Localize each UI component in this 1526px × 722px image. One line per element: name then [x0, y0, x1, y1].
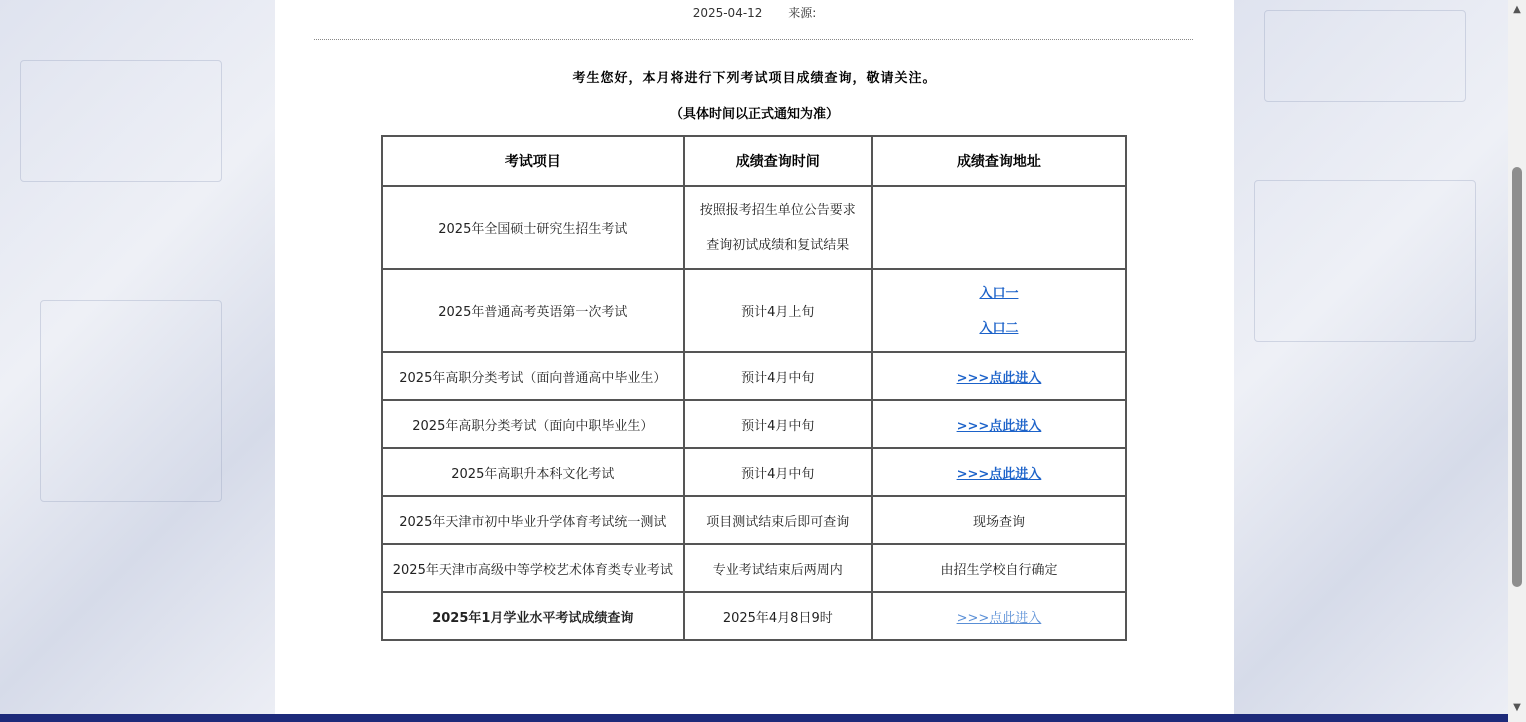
enter-link[interactable]: >>>点此进入 [956, 370, 1042, 386]
background-left [0, 0, 275, 714]
table-row [382, 269, 1126, 352]
table-header-row [382, 136, 1126, 186]
exam-cell: 2025年高职分类考试（面向中职毕业生） [382, 400, 684, 448]
time-cell: 项目测试结束后即可查询 [684, 496, 872, 544]
background-decoration [40, 300, 222, 502]
time-cell: 预计4月上旬 [684, 269, 872, 352]
time-cell: 2025年4月8日9时 [684, 592, 872, 640]
enter-link[interactable]: >>>点此进入 [956, 610, 1042, 626]
exam-cell: 2025年天津市初中毕业升学体育考试统一测试 [382, 496, 684, 544]
table-row [382, 186, 1126, 269]
exam-cell: 2025年全国硕士研究生招生考试 [382, 186, 684, 269]
table-row [382, 544, 1126, 592]
time-cell: 预计4月中旬 [684, 448, 872, 496]
enter-link[interactable]: >>>点此进入 [956, 466, 1042, 482]
exam-cell: 2025年天津市高级中等学校艺术体育类专业考试 [382, 544, 684, 592]
header-time: 成绩查询时间 [684, 136, 872, 186]
scroll-up-arrow-icon[interactable]: ▲ [1513, 4, 1521, 15]
entry-two-link[interactable]: 入口二 [979, 320, 1019, 336]
scrollbar-thumb[interactable] [1512, 167, 1522, 587]
article-date: 2025-04-12 [692, 6, 763, 20]
address-cell [872, 352, 1126, 400]
address-cell [872, 448, 1126, 496]
address-cell [872, 592, 1126, 640]
background-decoration [1264, 10, 1466, 102]
table-row [382, 448, 1126, 496]
background-right [1234, 0, 1508, 714]
header-address: 成绩查询地址 [872, 136, 1126, 186]
table-row [382, 352, 1126, 400]
scroll-down-arrow-icon[interactable]: ▼ [1513, 702, 1521, 713]
entry-one-link[interactable]: 入口一 [979, 285, 1019, 301]
address-cell [872, 400, 1126, 448]
time-line-1: 按照报考招生单位公告要求 [699, 202, 856, 218]
time-cell [684, 186, 872, 269]
time-cell: 预计4月中旬 [684, 352, 872, 400]
article-source-label: 来源: [788, 6, 817, 20]
exam-cell: 2025年1月学业水平考试成绩查询 [382, 592, 684, 640]
address-cell [872, 269, 1126, 352]
exam-cell: 2025年高职升本科文化考试 [382, 448, 684, 496]
address-cell: 现场查询 [872, 496, 1126, 544]
table-row [382, 592, 1126, 640]
exam-results-table [381, 135, 1127, 641]
exam-cell: 2025年高职分类考试（面向普通高中毕业生） [382, 352, 684, 400]
header-exam: 考试项目 [382, 136, 684, 186]
background-decoration [20, 60, 222, 182]
article-meta [275, 4, 1234, 21]
background-decoration [1254, 180, 1476, 342]
intro-line-2: （具体时间以正式通知为准） [669, 107, 839, 122]
footer-bar [0, 714, 1508, 722]
time-line-2: 查询初试成绩和复试结果 [706, 237, 850, 253]
table-row [382, 496, 1126, 544]
time-cell: 专业考试结束后两周内 [684, 544, 872, 592]
address-cell [872, 186, 1126, 269]
exam-cell: 2025年普通高考英语第一次考试 [382, 269, 684, 352]
address-cell: 由招生学校自行确定 [872, 544, 1126, 592]
meta-divider [314, 39, 1193, 40]
vertical-scrollbar[interactable] [1508, 0, 1526, 722]
enter-link[interactable]: >>>点此进入 [956, 418, 1042, 434]
intro-line-1: 考生您好，本月将进行下列考试项目成绩查询，敬请关注。 [572, 71, 937, 86]
time-cell: 预计4月中旬 [684, 400, 872, 448]
table-row [382, 400, 1126, 448]
article-page [275, 0, 1234, 714]
